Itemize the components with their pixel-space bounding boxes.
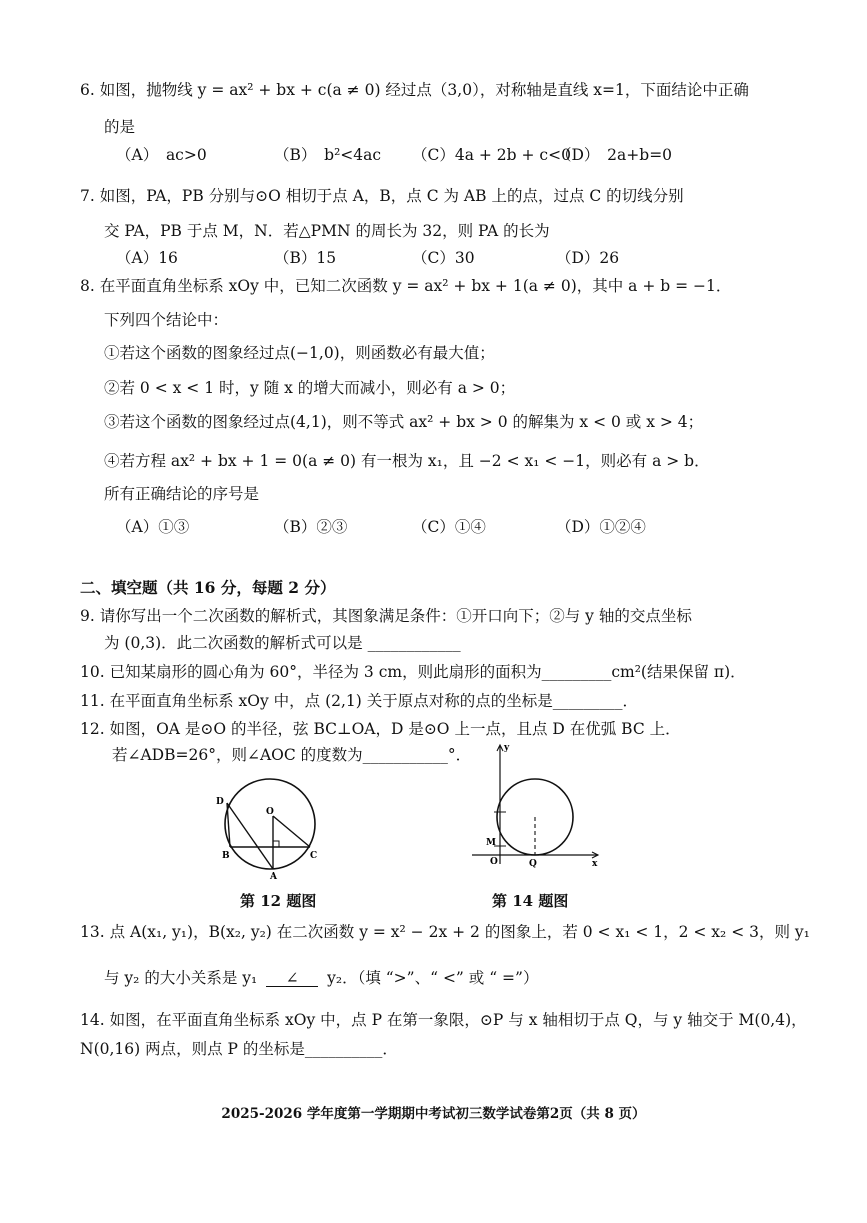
- q8-intro: 下列四个结论中：: [104, 311, 229, 329]
- circle-o: [225, 779, 318, 869]
- q8-conclusion-2: ②若 0 < x < 1 时，y 随 x 的增大而减小，则必有 a > 0；: [104, 379, 516, 397]
- q6-option-c: （C）4a + 2b + c<0: [412, 146, 571, 164]
- q14-stem-cont: N(0,16) 两点，则点 P 的坐标是__________．: [80, 1040, 398, 1058]
- q13-answer: ∠: [266, 970, 318, 987]
- q8-option-d: （D）①②④: [556, 518, 646, 536]
- label-b: B: [222, 851, 230, 861]
- q8-option-a: （A）①③: [116, 518, 190, 536]
- q7-option-b: （B）15: [274, 249, 337, 267]
- label-d: D: [216, 797, 224, 807]
- figure-14-diagram: [468, 738, 608, 868]
- q7-option-d: （D）26: [556, 249, 620, 267]
- q6-option-d: （D） 2a+b=0: [556, 146, 673, 164]
- section-title: 二、填空题（共 16 分，每题 2 分）: [80, 578, 336, 597]
- figure-14-caption: 第 14 题图: [492, 892, 569, 910]
- q12-stem: 12. 如图，OA 是⊙O 的半径，弦 BC⊥OA，D 是⊙O 上一点，且点 D 在优弧 BC 上．: [80, 720, 681, 738]
- label-q: Q: [529, 859, 537, 868]
- q9-stem-cont: 为 (0,3)．此二次函数的解析式可以是 ____________: [104, 634, 461, 652]
- q8-conclusion-1: ①若这个函数的图象经过点(−1,0)，则函数必有最大值；: [104, 344, 495, 362]
- q8-question: 所有正确结论的序号是: [104, 485, 260, 503]
- q8-stem: 8. 在平面直角坐标系 xOy 中，已知二次函数 y = ax² + bx + 1(a ≠ 0)，其中 a + b = −1．: [80, 277, 732, 295]
- q8-conclusion-4: ④若方程 ax² + bx + 1 = 0(a ≠ 0) 有一根为 x₁，且 −2 < x₁ < −1，则必有 a > b．: [104, 452, 710, 470]
- figure-12-caption: 第 12 题图: [240, 892, 317, 910]
- figure-12-diagram: [205, 768, 330, 880]
- q13-stem-cont: [104, 968, 538, 988]
- label-y: y: [504, 743, 510, 753]
- label-o: O: [490, 857, 498, 867]
- q13-prefix: 与 y₂ 的大小关系是 y₁: [104, 969, 258, 987]
- q8-option-c: （C）①④: [412, 518, 486, 536]
- q8-conclusion-3: ③若这个函数的图象经过点(4,1)，则不等式 ax² + bx > 0 的解集为 x < 0 或 x > 4；: [104, 413, 704, 431]
- q6-option-b: （B） b²<4ac: [274, 146, 382, 164]
- q8-option-b: （B）②③: [274, 518, 348, 536]
- q6-stem: 6. 如图，抛物线 y = ax² + bx + c(a ≠ 0) 经过点（3,0），对称轴是直线 x=1，下面结论中正确: [80, 81, 749, 99]
- q7-stem: 7. 如图，PA，PB 分别与⊙O 相切于点 A，B，点 C 为 AB 上的点，过点 C 的切线分别: [80, 187, 684, 205]
- q6-stem-cont: 的是: [104, 118, 136, 136]
- q11-stem: 11. 在平面直角坐标系 xOy 中，点 (2,1) 关于原点对称的点的坐标是_________．: [80, 692, 638, 710]
- q13-stem: 13. 点 A(x₁, y₁)，B(x₂, y₂) 在二次函数 y = x² − 2x + 2 的图象上，若 0 < x₁ < 1，2 < x₂ < 3，则 y₁: [80, 923, 810, 941]
- q7-stem-cont: 交 PA，PB 于点 M，N．若△PMN 的周长为 32，则 PA 的长为: [104, 222, 550, 240]
- q6-option-a: （A） ac>0: [116, 146, 207, 164]
- q7-option-c: （C）30: [412, 249, 475, 267]
- q9-stem: 9. 请你写出一个二次函数的解析式，其图象满足条件：①开口向下；②与 y 轴的交点坐标: [80, 607, 692, 625]
- label-a: A: [270, 872, 277, 880]
- q12-stem-cont: 若∠ADB=26°，则∠AOC 的度数为___________°．: [112, 746, 472, 764]
- q13-suffix: y₂．（填 “>”、“ <” 或 “ =”）: [327, 969, 539, 987]
- label-m: M: [486, 838, 496, 848]
- q14-stem: 14. 如图，在平面直角坐标系 xOy 中，点 P 在第一象限，⊙P 与 x 轴相切于点 Q，与 y 轴交于 M(0,4)，: [80, 1011, 807, 1029]
- q7-option-a: （A）16: [116, 249, 178, 267]
- q10-stem: 10. 已知某扇形的圆心角为 60°，半径为 3 cm，则此扇形的面积为_________cm²(结果保留 π)．: [80, 663, 746, 681]
- right-angle-mark: [273, 841, 279, 847]
- label-x: x: [592, 859, 598, 868]
- label-c: C: [310, 851, 318, 861]
- label-o: O: [266, 807, 274, 817]
- page-footer: 2025-2026 学年度第一学期期中考试初三数学试卷第2页（共 8 页）: [221, 1106, 646, 1122]
